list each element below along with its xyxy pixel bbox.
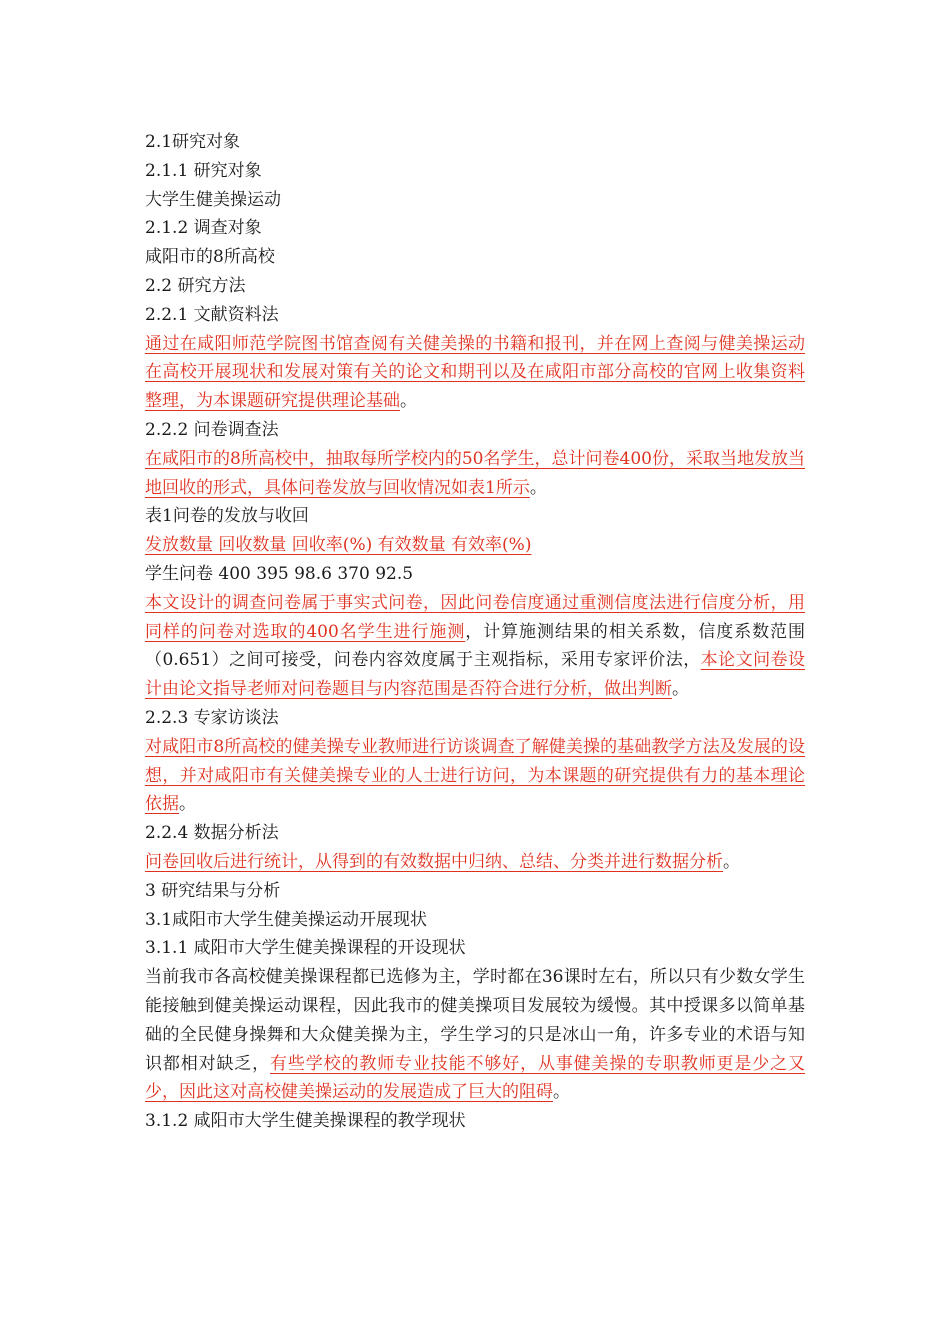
paragraph-questionnaire-method <box>145 445 805 503</box>
highlighted-text: 通过在咸阳师范学院图书馆查阅有关健美操的书籍和报刊，并在网上查阅与健美操运动在高校开展现状和发展对策有关的论文和期刊以及在咸阳市部分高校的官网上收集资料整理，为本课题研究提供理论基础 <box>145 333 805 412</box>
heading-2-2-2: 2.2.2 问卷调查法 <box>145 419 279 440</box>
table-caption: 表1问卷的发放与收回 <box>145 506 309 527</box>
heading-2-1-1: 2.1.1 研究对象 <box>145 160 262 181</box>
paragraph-course-status <box>145 963 805 1107</box>
heading-2-2: 2.2 研究方法 <box>145 275 246 296</box>
heading-3-1: 3.1咸阳市大学生健美操运动开展现状 <box>145 909 428 930</box>
highlighted-text: 有些学校的教师专业技能不够好，从事健美操的专职教师更是少之又少，因此这对高校健美操运动的发展造成了巨大的阻碍 <box>145 1053 806 1103</box>
paragraph-literature-method <box>145 330 805 416</box>
text-research-object: 大学生健美操运动 <box>145 189 281 210</box>
heading-2-2-4: 2.2.4 数据分析法 <box>145 823 279 844</box>
heading-2-2-1: 2.2.1 文献资料法 <box>145 304 279 325</box>
heading-2-2-3: 2.2.3 专家访谈法 <box>145 707 279 728</box>
table-header-text: 发放数量 回收数量 回收率(%) 有效数量 有效率(%) <box>145 535 532 556</box>
highlighted-text: 本论文问卷设计由论文指导老师对问卷题目与内容范围是否符合进行分析，做出判断 <box>145 650 806 700</box>
normal-text: ，计算施测结果的相关系数，信度系数范围（0.651）之间可接受，问卷内容效度属于主观指标，采用专家评价法， <box>145 621 806 671</box>
paragraph-reliability <box>145 589 805 704</box>
highlighted-text: 对咸阳市8所高校的健美操专业教师进行访谈调查了解健美操的基础教学方法及发展的设想，并对咸阳市有关健美操专业的人士进行访问，为本课题的研究提供有力的基本理论依据 <box>145 736 805 815</box>
document-body <box>145 128 805 1136</box>
heading-3-1-1: 3.1.1 咸阳市大学生健美操课程的开设现状 <box>145 938 466 959</box>
heading-3: 3 研究结果与分析 <box>145 880 281 901</box>
paragraph-expert-interview <box>145 733 805 819</box>
highlighted-text: 本文设计的调查问卷属于事实式问卷，因此问卷信度通过重测信度法进行信度分析，用同样的问卷对选取的400名学生进行施测 <box>145 592 805 642</box>
heading-3-1-2: 3.1.2 咸阳市大学生健美操课程的教学现状 <box>145 1111 466 1132</box>
highlighted-text: 在咸阳市的8所高校中，抽取每所学校内的50名学生，总计问卷400份，采取当地发放当地回收的形式，具体问卷发放与回收情况如表1所示 <box>145 448 805 498</box>
paragraph-end: 。 <box>529 477 547 498</box>
paragraph-end: 。 <box>672 679 689 700</box>
paragraph-end: 。 <box>179 794 196 815</box>
paragraph-end: 。 <box>723 851 740 872</box>
paragraph-end: 。 <box>400 391 417 412</box>
heading-2-1: 2.1研究对象 <box>145 132 241 152</box>
table-data-row: 学生问卷 400 395 98.6 370 92.5 <box>145 563 414 584</box>
normal-text: 当前我市各高校健美操课程都已选修为主，学时都在36课时左右，所以只有少数女学生能接触到健美操运动课程，因此我市的健美操项目发展较为缓慢。其中授课多以简单基础的全民健身操舞和大众健美操为主，学生学习的只是冰山一角，许多专业的术语与知识都相对缺乏， <box>145 967 805 1074</box>
table-header-row <box>145 531 805 560</box>
text-survey-object: 咸阳市的8所高校 <box>145 247 275 268</box>
paragraph-end: 。 <box>553 1082 570 1103</box>
highlighted-text: 问卷回收后进行统计，从得到的有效数据中归纳、总结、分类并进行数据分析 <box>145 851 723 872</box>
heading-2-1-2: 2.1.2 调查对象 <box>145 218 262 239</box>
paragraph-data-analysis <box>145 848 805 877</box>
